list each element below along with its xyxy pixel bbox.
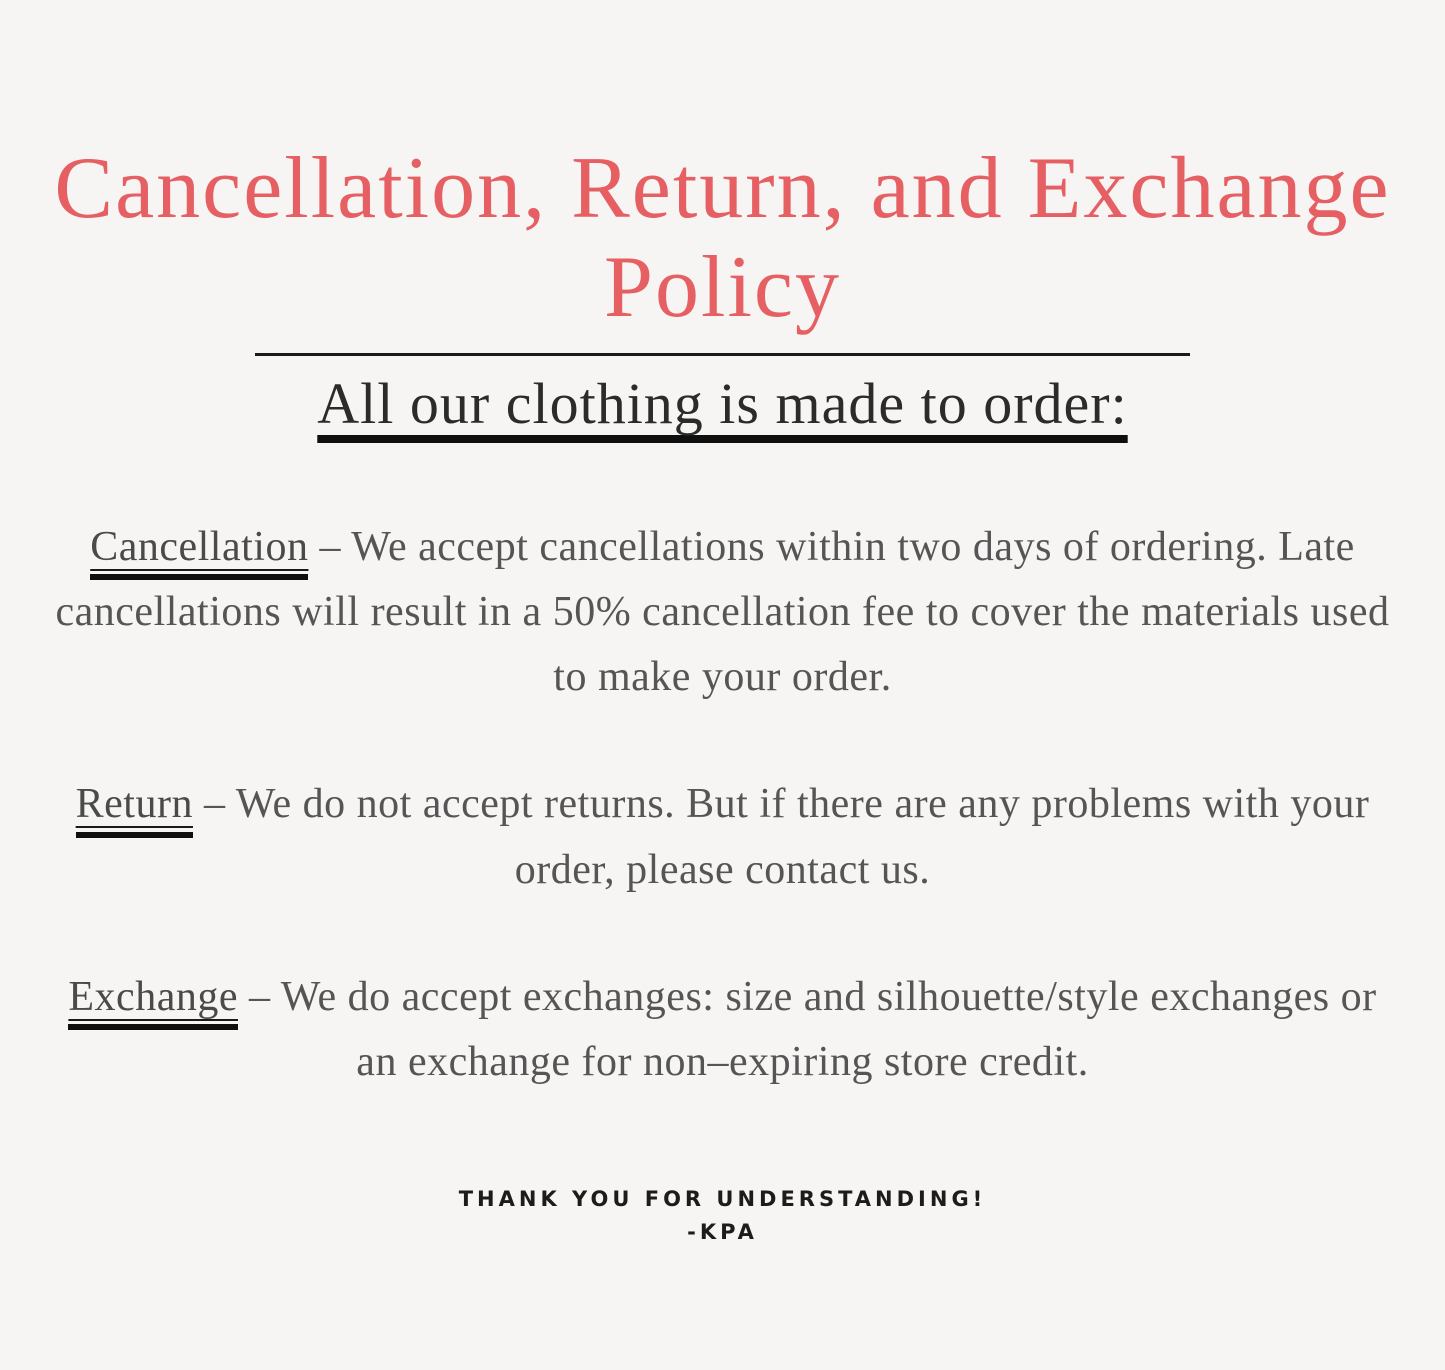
exchange-term: Exchange bbox=[68, 974, 238, 1030]
page-title-line-2: Policy bbox=[604, 238, 841, 336]
subtitle-text: All our clothing is made to order: bbox=[317, 371, 1128, 437]
footer-thanks-line: THANK YOU FOR UNDERSTANDING! bbox=[458, 1187, 987, 1212]
return-text: – We do not accept returns. But if there are any problems with your order, please contact us. bbox=[192, 781, 1370, 893]
exchange-paragraph bbox=[55, 965, 1390, 1095]
cancellation-term: Cancellation bbox=[90, 524, 308, 580]
footer-signature: -KPA bbox=[687, 1219, 758, 1244]
cancellation-paragraph bbox=[55, 515, 1390, 710]
footer bbox=[0, 1183, 1445, 1248]
title-divider bbox=[255, 353, 1190, 356]
cancellation-text: – We accept cancellations within two days of ordering. Late cancellations will result in a 50% cancellation fee to cover the materials used to make your order. bbox=[55, 524, 1390, 701]
return-term: Return bbox=[76, 781, 193, 837]
subtitle bbox=[0, 370, 1445, 437]
exchange-text: – We do accept exchanges: size and silhouette/style exchanges or an exchange for non–expiring store credit. bbox=[237, 973, 1377, 1085]
page-title bbox=[0, 140, 1445, 337]
return-paragraph bbox=[55, 772, 1390, 902]
policy-sections bbox=[0, 515, 1445, 1095]
page-title-line-1: Cancellation, Return, and Exchange bbox=[54, 140, 1391, 237]
